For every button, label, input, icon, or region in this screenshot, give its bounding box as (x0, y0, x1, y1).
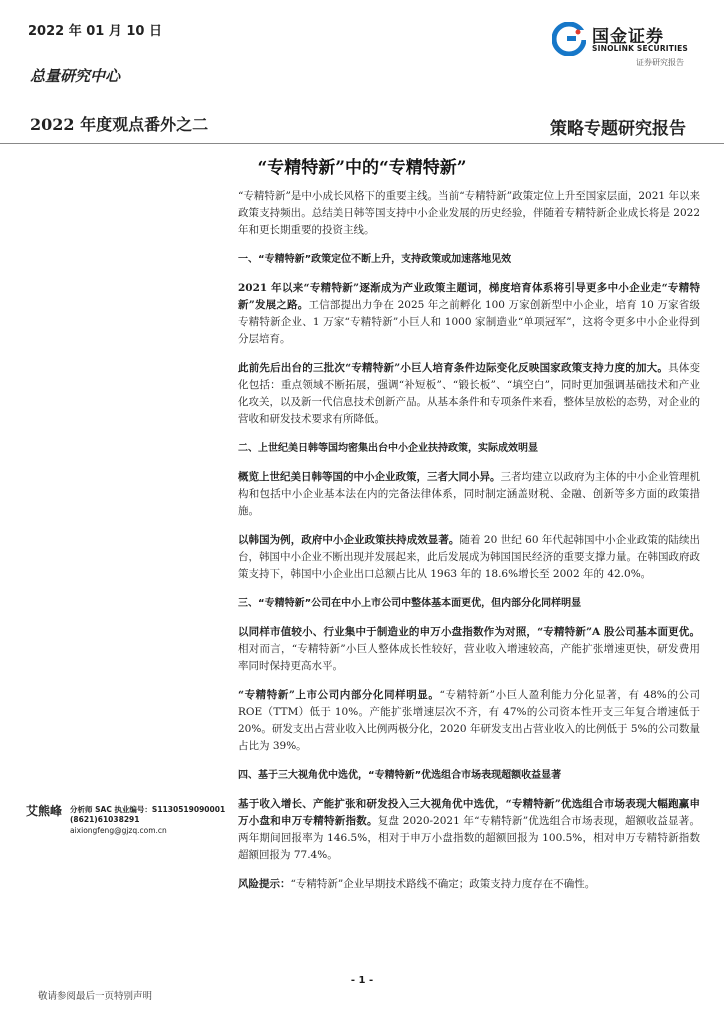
paragraph-text: 具体变化包括：重点领域不断拓展，强调“补短板”、“锻长板”、“填空白”，同时更加强调基础技术和产业化攻关，以及新一代信息技术创新产品。从基本条件和专项条件来看，整体呈放松的态势，对企业的营收和研发技术要求有所降低。 (238, 362, 701, 425)
section-heading-1: 一、“专精特新”政策定位不断上升，支持政策或加速落地见效 (238, 254, 512, 265)
analyst-name: 艾熊峰 (26, 804, 63, 818)
paragraph (238, 624, 700, 675)
risk-text: “专精特新”企业早期技术路线不确定；政策支持力度存在不确性。 (290, 878, 596, 890)
paragraph-lead: 基于收入增长、产能扩张和研发投入三大视角优中选优，“专精特新”优选组合市场表现大幅跑赢申万小盘和申万专精特新指数。 (238, 798, 700, 827)
brand-name-cn: 国金证券 (592, 27, 664, 47)
report-title: “专精特新”中的“专精特新” (257, 158, 467, 178)
paragraph-lead: 以同样市值较小、行业集中于制造业的申万小盘指数作为对照，“专精特新”A 股公司基本面更优。 (238, 626, 700, 638)
analyst-phone: (8621)61038291 (70, 815, 140, 824)
header-divider (0, 143, 724, 144)
page-number: - 1 - (350, 975, 374, 986)
paragraph (238, 532, 700, 583)
paragraph (238, 360, 700, 428)
paragraph-lead: “专精特新”上市公司内部分化同样明显。 (238, 689, 440, 701)
intro-paragraph: “专精特新”是中小成长风格下的重要主线。当前“专精特新”政策定位上升至国家层面，2021 年以来政策支持频出。总结美日韩等国支持中小企业发展的历史经验，伴随着专精特新企业成长将是 2022 年和更长期重要的投资主线。 (238, 190, 700, 236)
paragraph (238, 687, 700, 755)
paragraph (238, 796, 700, 864)
section-heading-3: 三、“专精特新”公司在中小上市公司中整体基本面更优，但内部分化同样明显 (238, 598, 582, 609)
paragraph-lead: 2021 年以来“专精特新”逐渐成为产业政策主题词，梯度培育体系将引导更多中小企业走“专精特新”发展之路。 (238, 282, 700, 311)
paragraph-text: 相对而言，“专精特新”小巨人整体成长性较好，营业收入增速较高，产能扩张增速更快，研发费用率同时保持更高水平。 (238, 643, 700, 672)
footer-disclaimer: 敬请参阅最后一页特别声明 (38, 991, 153, 1002)
report-date: 2022 年 01 月 10 日 (28, 24, 162, 39)
paragraph-lead: 概览上世纪美日韩等国的中小企业政策，三者大同小异。 (238, 471, 501, 483)
paragraph (238, 280, 700, 348)
paragraph-lead: 此前先后出台的三批次“专精特新”小巨人培育条件边际变化反映国家政策支持力度的加大。 (238, 362, 669, 374)
risk-label: 风险提示： (238, 878, 291, 890)
paragraph (238, 469, 700, 520)
paragraph-text: 复盘 2020-2021 年“专精特新”优选组合市场表现，超额收益显著。两年期间回报率为 146.5%，相对于申万小盘指数的超额回报为 100.5%，相对申万专精特新指数超额回报为 77.4%。 (238, 815, 701, 861)
section-heading-4: 四、基于三大视角优中选优，“专精特新”优选组合市场表现超额收益显著 (238, 770, 562, 781)
risk-warning (238, 876, 700, 893)
analyst-email[interactable]: aixiongfeng@gjzq.com.cn (70, 826, 167, 835)
report-type: 策略专题研究报告 (550, 119, 686, 139)
research-center: 总量研究中心 (30, 67, 121, 85)
paragraph-text: 三者均建立以政府为主体的中小企业管理机构和包括中小企业基本法在内的完备法律体系，同时制定涵盖财税、金融、创新等多方面的政策措施。 (238, 471, 700, 517)
sinolink-logo-icon (552, 22, 586, 56)
analyst-credential: 分析师 SAC 执业编号：S1130519090001 (70, 805, 226, 814)
brand-name-en: SINOLINK SECURITIES (592, 44, 689, 53)
brand-subtitle: 证券研究报告 (636, 58, 684, 67)
series-title: 2022 年度观点番外之二 (30, 115, 209, 134)
report-body (238, 188, 700, 905)
paragraph-text: 随着 20 世纪 60 年代起韩国中小企业政策的陆续出台，韩国中小企业不断出现并发展起来，此后发展成为韩国国民经济的重要支撑力量。在韩国政府政策支持下，韩国中小企业出口总额占比从 1963 年的 18.6%增长至 2002 年的 42.0%。 (238, 534, 701, 580)
paragraph-text: “专精特新”小巨人盈利能力分化显著，有 48%的公司 ROE（TTM）低于 10%。产能扩张增速层次不齐，有 47%的公司资本性开支三年复合增速低于 20%。研发支出占营业收入比例两极分化，2020 年研发支出占营业收入的比例低于 5%的公司数量占比为 39%。 (238, 689, 700, 752)
paragraph-lead: 以韩国为例，政府中小企业政策扶持成效显著。 (238, 534, 460, 546)
paragraph-text: 工信部提出力争在 2025 年之前孵化 100 万家创新型中小企业，培育 10 万家省级专精特新企业、1 万家“专精特新”小巨人和 1000 家制造业“单项冠军”，这将令更多中小企业得到分层培育。 (238, 299, 700, 345)
section-heading-2: 二、上世纪美日韩等国均密集出台中小企业扶持政策，实际成效明显 (238, 443, 538, 454)
